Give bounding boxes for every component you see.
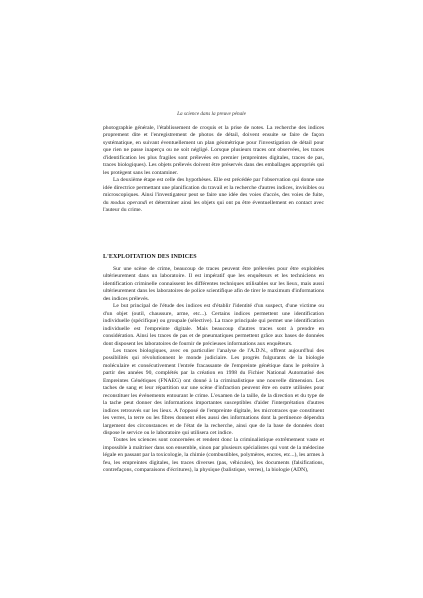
paragraph-biological-traces: Les traces biologiques, avec en particulier l'analyse de l'A.D.N., offrent aujourd'hui des possibilités qui révolutionnent le monde judiciaire. Les progrès fulgurants de la biologie moléculaire et consécutivement l'entrée fracassante de l'empreinte génétique dans le prétoire à partir des années 90, complétés par la création en 1998 du Fichier National Automatisé des Empreintes Génétiques (FNAEG) ont donné à la criminalistique une nouvelle dimension. Les taches de sang et leur répartition sur une scène d'infraction peuvent être en outre utilisées pour reconstituer les événements entourant le crime. L'examen de la taille, de la direction et du type de la tache peut donner des informations importantes susceptibles d'aider l'interprétation d'autres indices retrouvés sur les lieux. A l'opposé de l'empreinte digitale, les microtraces que constituent les verres, la terre ou les fibres donnent elles aussi des informations dont la pertinence dépendra largement des circonstances et de l'état de la recherche, ainsi que de la base de données dont dispose le service ou le laboratoire qui utilisera cet indice. <box>103 347 324 436</box>
paragraph-hypotheses <box>103 177 324 214</box>
main-text-block <box>103 266 324 475</box>
paragraph-hypotheses-end: et déterminer ainsi les objets qui ont pu être éventuellement en contact avec l'auteur du crime. <box>103 199 324 213</box>
modus-operandi-term: modus operandi <box>110 199 148 206</box>
paragraph-identification: Le but principal de l'étude des indices est d'établir l'identité d'un suspect, d'une victime ou d'un objet (outil, chaussure, arme, etc...). Certains indices permettent une identification individuelle (spécifique) ou groupale (sélective). La trace principale qui permet une identification individuelle est l'empreinte digitale. Mais beaucoup d'autres traces sont à prendre en considération. Ainsi les traces de pas et de pneumatiques permettent grâce aux bases de données dont disposent les laboratoires de fournir de précieuses informations aux enquêteurs. <box>103 303 324 347</box>
paragraph-hypotheses-start: La deuxième étape est celle des hypothèses. Elle est précédée par l'observation qui donne une idée directrice permettant une planification du travail et la recherche d'autres indices, invisibles ou microscopiques. Ainsi l'investigateur peut se faire une idée des voies d'accès, des voies de fuite, du <box>103 177 324 206</box>
paragraph-crime-scene: Sur une scène de crime, beaucoup de traces peuvent être prélevées pour être exploitées ultérieurement dans un laboratoire. Il est impératif que les enquêteurs et les techniciens en identification criminelle connaissent les différentes techniques utilisables sur les lieux, mais aussi ultérieurement dans les laboratoires de police scientifique afin de tirer le maximum d'informations des indices prélevés. <box>103 266 324 302</box>
running-header: La science dans la preuve pénale <box>177 111 246 117</box>
section-heading: L'EXPLOITATION DES INDICES <box>103 254 197 260</box>
paragraph-observation: photographie générale, l'établissement de croquis et la prise de notes. La recherche des indices proprement dite et l'enregistrement de photos de détail, doivent ensuite se faire de façon systématique, en suivant éventuellement un plan géométrique pour l'investigation de détail pour que rien ne passe inaperçu ou ne soit négligé. Lorsque plusieurs traces ont observées, les traces d'identification les plus fragiles sont prélevées en premier (empreintes digitales, traces de pas, traces biologiques). Les objets prélevés doivent être préservés dans des emballages appropriés qui les protègent sans les contaminer. <box>103 125 324 176</box>
paragraph-sciences: Toutes les sciences sont concernées et rendent donc la criminalistique extrêmement vaste et impossible à maîtriser dans son ensemble, sinon par plusieurs spécialistes qui vont de la médecine légale en passant par la toxicologie, la chimie (combustibles, polymères, encres, etc...), les armes à feu, les empreintes digitales, les traces diverses (pas, véhicules), les documents (falsifications, contrefaçons, comparaisons d'écritures), la physique (balistique, verres), la biologie (ADN), <box>103 437 324 474</box>
top-text-block <box>103 125 324 214</box>
